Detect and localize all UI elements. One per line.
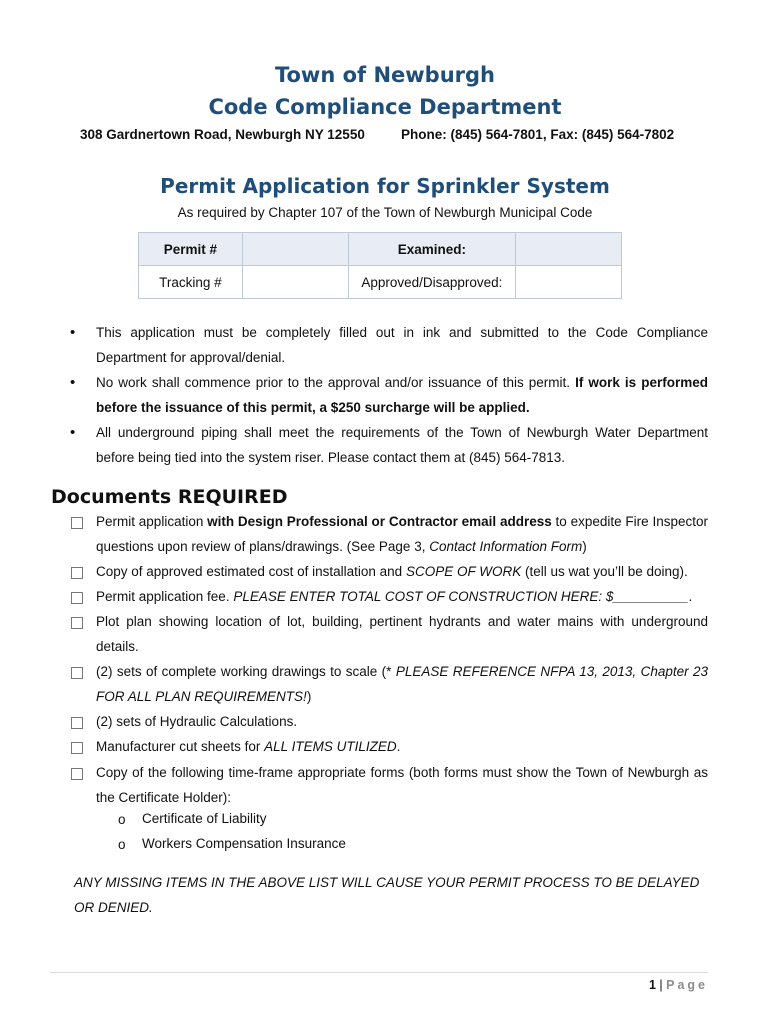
- approved-label: Approved/Disapproved:: [348, 266, 516, 299]
- doc-bold: with Design Professional or Contractor email address: [207, 514, 552, 529]
- sub-item-liability: Certificate of Liability: [142, 811, 267, 826]
- instruction-surcharge: [96, 370, 708, 420]
- doc-text: Manufacturer cut sheets for: [96, 739, 265, 754]
- checkbox-plot-plan[interactable]: [71, 617, 83, 629]
- examined-field[interactable]: [516, 233, 622, 266]
- checkbox-forms[interactable]: [71, 768, 83, 780]
- doc-text: (tell us wat you’ll be doing).: [521, 564, 688, 579]
- surcharge-warning: If work is performed before the issuance of this permit, a $250 surcharge will be applied.: [96, 375, 708, 415]
- doc-item-forms: Copy of the following time-frame appropriate forms (both forms must show the Town of Newburgh as the Certificate Holder):: [96, 765, 708, 805]
- doc-text: to expedite Fire Inspector questions upon review of plans/drawings. (See Page 3,: [96, 514, 708, 554]
- doc-text: Permit application fee.: [96, 589, 234, 604]
- checkbox-estimate[interactable]: [71, 567, 83, 579]
- sub-bullet-icon: o: [118, 812, 126, 827]
- doc-text: .: [396, 739, 401, 754]
- doc-text: (2) sets of complete working drawings to scale (*: [96, 664, 396, 679]
- tracking-number-field[interactable]: [242, 266, 348, 299]
- instruction-ink: This application must be completely filled out in ink and submitted to the Code Compliance Department for approval/denial.: [96, 325, 708, 365]
- form-title: Permit Application for Sprinkler System: [160, 174, 610, 198]
- doc-text: ): [582, 539, 587, 554]
- doc-item-drawings: [96, 659, 708, 709]
- doc-item-application: [96, 509, 708, 559]
- documents-heading: Documents REQUIRED: [51, 486, 288, 508]
- sub-bullet-icon: o: [118, 837, 126, 852]
- doc-text: Copy of approved estimated cost of installation and: [96, 564, 406, 579]
- surcharge-text: No work shall commence prior to the approval and/or issuance of this permit.: [96, 375, 576, 390]
- department-title: Code Compliance Department: [208, 95, 562, 119]
- missing-items-warning: ANY MISSING ITEMS IN THE ABOVE LIST WILL CAUSE YOUR PERMIT PROCESS TO BE DELAYED OR DENIED.: [74, 875, 700, 915]
- sub-item-workers-comp: Workers Compensation Insurance: [142, 836, 346, 851]
- doc-italic: SCOPE OF WORK: [405, 564, 522, 579]
- permit-table: [138, 232, 622, 299]
- permit-label: Permit #: [139, 233, 243, 266]
- doc-italic: PLEASE ENTER TOTAL COST OF CONSTRUCTION HERE: $__________: [233, 589, 689, 604]
- doc-item-cut-sheets: [96, 734, 708, 759]
- doc-item-fee: [96, 584, 708, 609]
- address-line: 308 Gardnertown Road, Newburgh NY 12550: [80, 127, 365, 142]
- page-footer: [620, 978, 708, 992]
- bullet-dot-icon: •: [70, 424, 76, 441]
- checkbox-drawings[interactable]: [71, 667, 83, 679]
- doc-item-estimate: [96, 559, 708, 584]
- bullet-dot-icon: •: [70, 374, 76, 391]
- doc-item-plot-plan: Plot plan showing location of lot, building, pertinent hydrants and water mains with underground details.: [96, 614, 708, 654]
- doc-italic: PLEASE REFERENCE NFPA 13, 2013, Chapter 23 FOR ALL PLAN REQUIREMENTS!: [96, 664, 708, 704]
- examined-label: Examined:: [348, 233, 516, 266]
- page-word: Page: [666, 978, 708, 992]
- page-number: 1: [648, 978, 656, 992]
- doc-text: ): [306, 689, 312, 704]
- bullet-dot-icon: •: [70, 324, 76, 341]
- form-subtitle: As required by Chapter 107 of the Town of Newburgh Municipal Code: [177, 205, 593, 220]
- checkbox-hydraulic[interactable]: [71, 717, 83, 729]
- doc-text: Permit application: [96, 514, 208, 529]
- checkbox-fee[interactable]: [71, 592, 83, 604]
- town-title: Town of Newburgh: [274, 63, 496, 87]
- checkbox-application[interactable]: [71, 517, 83, 529]
- doc-text: .: [688, 589, 693, 604]
- page-separator: |: [655, 978, 667, 992]
- footer-divider: [50, 972, 708, 973]
- doc-italic: Contact Information Form: [429, 539, 583, 554]
- approved-field[interactable]: [516, 266, 622, 299]
- doc-italic: ALL ITEMS UTILIZED: [264, 739, 397, 754]
- permit-number-field[interactable]: [242, 233, 348, 266]
- instruction-piping: All underground piping shall meet the requirements of the Town of Newburgh Water Department before being tied into the system riser. Please contact them at (845) 564-7813.: [96, 425, 708, 465]
- checkbox-cut-sheets[interactable]: [71, 742, 83, 754]
- tracking-label: Tracking #: [139, 266, 243, 299]
- phone-line: Phone: (845) 564-7801, Fax: (845) 564-7802: [401, 127, 675, 142]
- doc-item-hydraulic: (2) sets of Hydraulic Calculations.: [96, 714, 298, 729]
